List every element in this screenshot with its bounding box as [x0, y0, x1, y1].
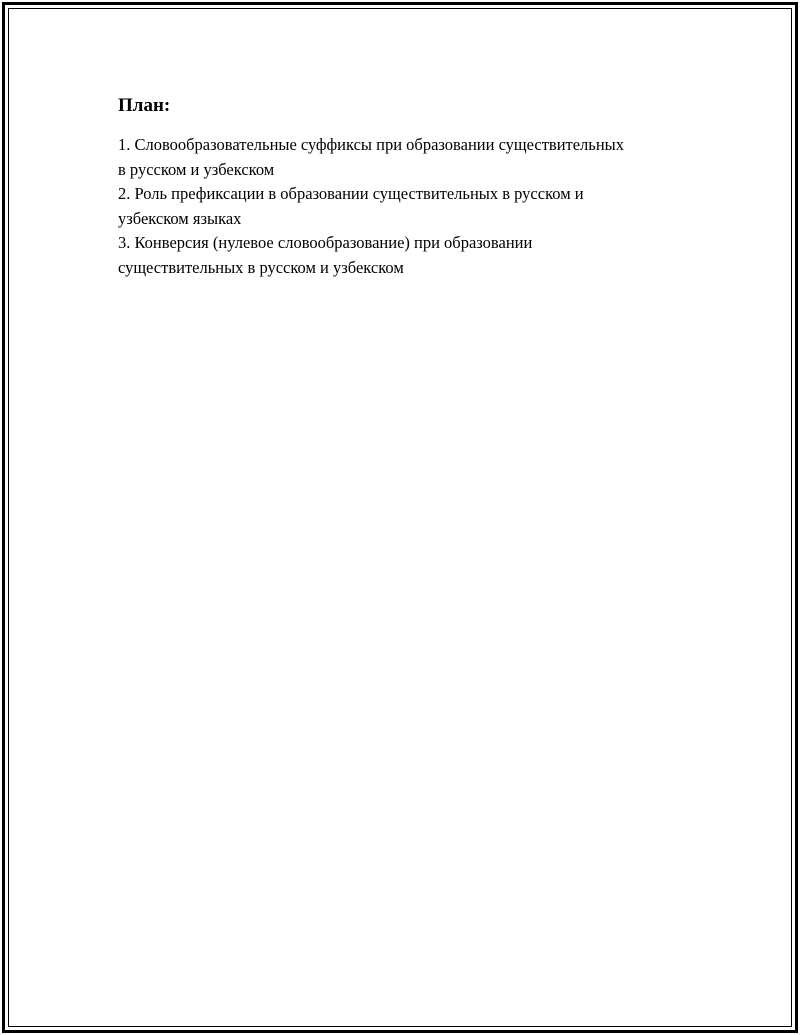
plan-item-2-line-2: узбекском языках	[118, 208, 242, 228]
plan-list	[118, 133, 718, 280]
plan-item-2	[118, 182, 718, 231]
plan-item-3-line-1: 3. Конверсия (нулевое словообразование) при образовании	[118, 233, 533, 252]
plan-item-3-line-2: существительных в русском и узбекском	[118, 257, 404, 277]
plan-item-1	[118, 133, 718, 182]
plan-item-3	[118, 231, 718, 280]
plan-item-2-line-1: 2. Роль префиксации в образовании существительных в русском и	[118, 184, 584, 203]
plan-item-1-line-1: 1. Словообразовательные суффиксы при образовании существительных	[118, 135, 624, 154]
plan-item-1-line-2: в русском и узбекском	[118, 159, 275, 179]
page-content	[118, 94, 718, 280]
plan-heading: План:	[118, 95, 171, 116]
